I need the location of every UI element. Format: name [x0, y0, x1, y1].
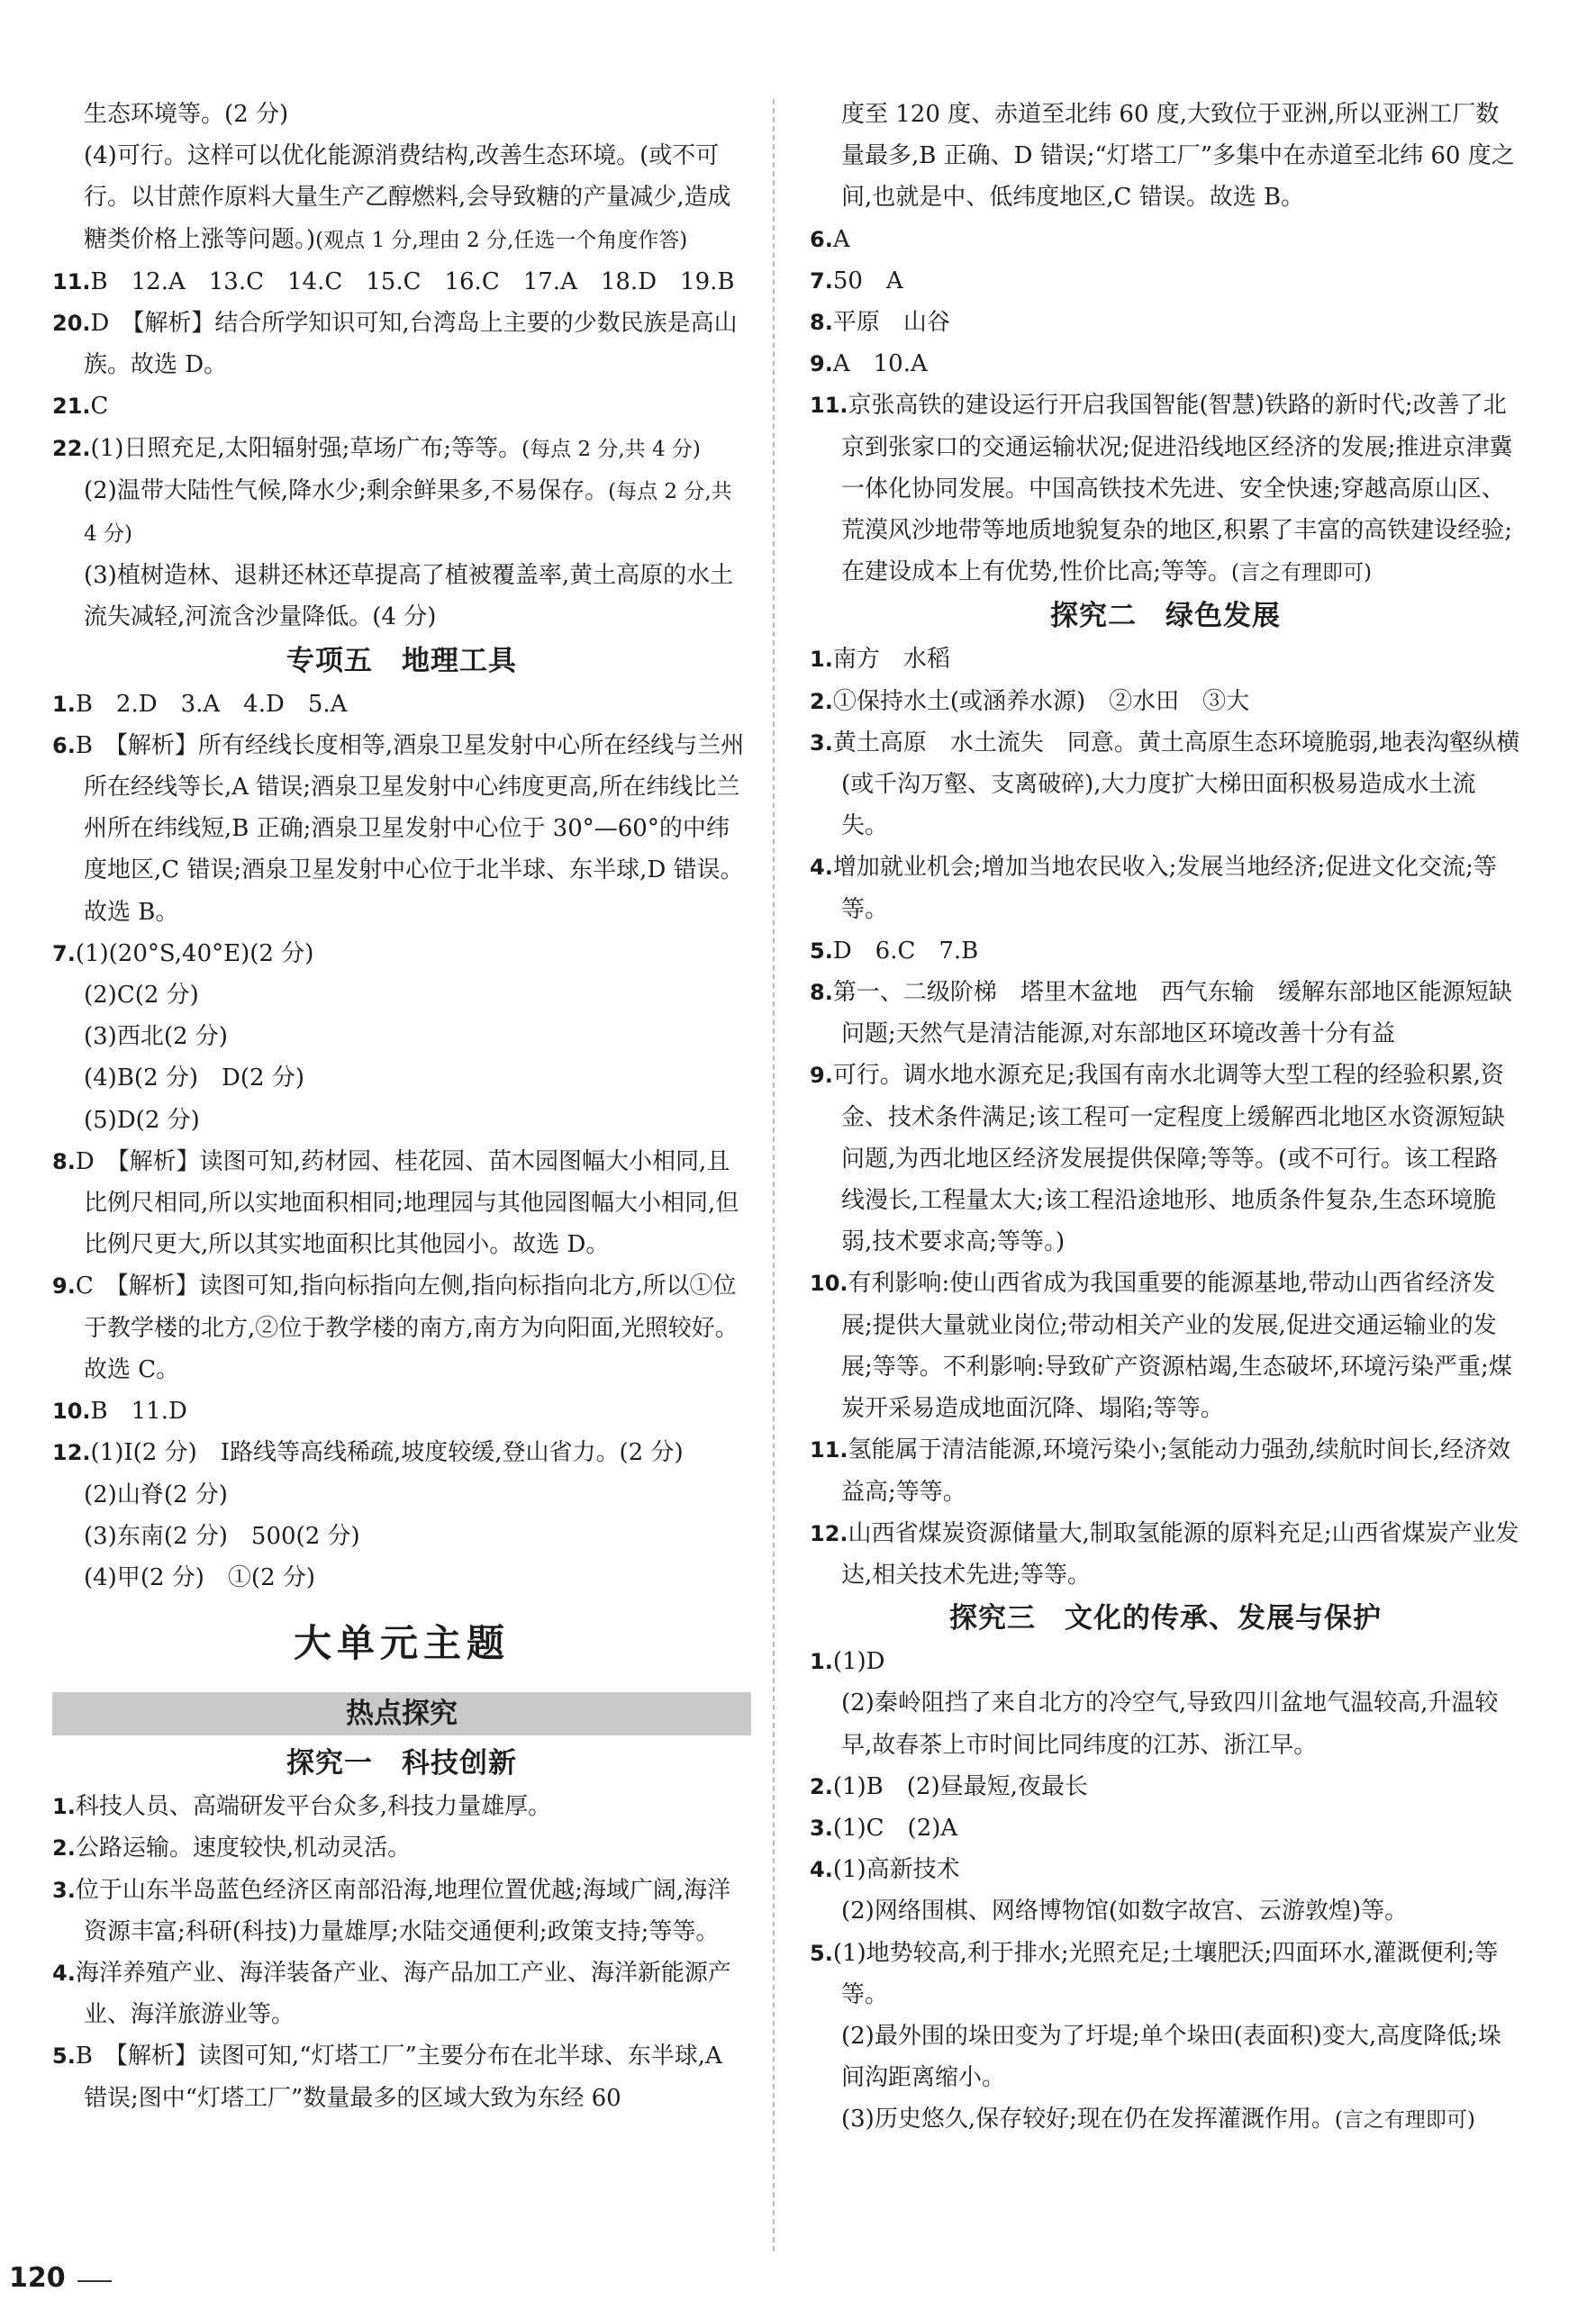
- answer-q1: 1.(1)D: [810, 1648, 885, 1676]
- answer-q10: 10.有利影响:使山西省成为我国重要的能源基地,带动山西省经济发展;提供大量就业岗位;带动相关产业的发展,促进交通运输业的发展;等等。不利影响:导致矿产资源枯竭,生态破坏,环境污染严重;煤炭开采易造成地面沉降、塌陷;等等。: [810, 1270, 1512, 1423]
- answer-q2: 2.公路运输。速度较快,机动灵活。: [52, 1834, 412, 1862]
- answer-text: (5)D(2 分): [84, 1106, 200, 1134]
- answer-q4: 4.海洋养殖产业、海洋装备产业、海产品加工产业、海洋新能源产业、海洋旅游业等。: [52, 1959, 731, 2029]
- answer-q3: 3.位于山东半岛蓝色经济区南部沿海,地理位置优越;海域广阔,海洋资源丰富;科研(科技)力量雄厚;水陆交通便利;政策支持;等等。: [52, 1876, 731, 1945]
- answer-q1: 1.南方 水稻: [810, 646, 950, 674]
- answer-q22: 22.(1)日照充足,太阳辐射强;草场广布;等等。(每点 2 分,共 4 分): [52, 434, 701, 462]
- answer-q8: 8.D 【解析】读图可知,药材园、桂花园、苗木园图幅大小相同,且比例尺相同,所以实地面积相同;地理园与其他园图幅大小相同,但比例尺更大,所以其实地面积比其他园小。故选 D。: [52, 1147, 739, 1259]
- answer-text: (2)秦岭阻挡了来自北方的冷空气,导致四川盆地气温较高,升温较早,故春茶上市时间比同纬度的江苏、浙江早。: [841, 1689, 1499, 1759]
- answer-q7: 7.50 A: [810, 267, 903, 294]
- answer-q12: 12.山西省煤炭资源储量大,制取氢能源的原料充足;山西省煤炭产业发达,相关技术先进;等等。: [810, 1519, 1519, 1589]
- answer-q1-5: 1.B 2.D 3.A 4.D 5.A: [52, 690, 348, 718]
- answer-q8: 8.平原 山谷: [810, 309, 950, 337]
- answer-q4: 4.增加就业机会;增加当地农民收入;发展当地经济;促进文化交流;等等。: [810, 854, 1497, 923]
- answer-text: (3)西北(2 分): [84, 1023, 228, 1051]
- section-title: 探究三 文化的传承、发展与保护: [949, 1602, 1382, 1635]
- answer-text: (3)东南(2 分) 500(2 分): [84, 1522, 360, 1550]
- answer-q11: 11.氢能属于清洁能源,环境污染小;氢能动力强劲,续航时间长,经济效益高;等等。: [810, 1436, 1511, 1506]
- answer-text: (2)C(2 分): [84, 982, 199, 1010]
- answer-q8: 8.第一、二级阶梯 塔里木盆地 西气东输 缓解东部地区能源短缺问题;天然气是清洁能源,对东部地区环境改善十分有益: [810, 979, 1512, 1048]
- hotspot-band: 热点探究: [52, 1692, 751, 1735]
- answer-q6: 6.B 【解析】所有经线长度相等,酒泉卫星发射中心所在经线与兰州所在经线等长,A 错误;酒泉卫星发射中心纬度更高,所在纬线比兰州所在纬线短,B 正确;酒泉卫星发射中心位于 30°—60°的中纬度地区,C 错误;酒泉卫星发射中心位于北半球、东半球,D 错误。故选 B。: [52, 731, 745, 926]
- answer-q6: 6.A: [810, 225, 850, 253]
- section-title: 探究二 绿色发展: [1050, 600, 1281, 633]
- answer-q3: 3.黄土高原 水土流失 同意。黄土高原生态环境脆弱,地表沟壑纵横(或千沟万壑、支离破碎),大力度扩大梯田面积极易造成水土流失。: [810, 729, 1520, 840]
- answer-q7: 7.(1)(20°S,40°E)(2 分): [52, 939, 314, 967]
- answer-q10-11: 10.B 11.D: [52, 1398, 187, 1426]
- answer-q12: 12.(1)Ⅰ(2 分) Ⅰ路线等高线稀疏,坡度较缓,登山省力。(2 分): [52, 1439, 684, 1467]
- answer-text: (4)B(2 分) D(2 分): [84, 1064, 304, 1092]
- answer-q4: 4.(1)高新技术: [810, 1856, 960, 1884]
- answer-text: (2)最外围的垛田变为了圩堤;单个垛田(表面积)变大,高度降低;垛间沟距离缩小。: [841, 2022, 1501, 2092]
- page-number-dash: [77, 2280, 112, 2282]
- answer-q11-19: 11.B 12.A 13.C 14.C 15.C 16.C 17.A 18.D 19.B: [52, 267, 735, 295]
- section-title: 探究一 科技创新: [286, 1747, 517, 1780]
- answer-text: (3)植树造林、退耕还林还草提高了植被覆盖率,黄土高原的水土流失减轻,河流含沙量降低。(4 分): [84, 562, 734, 631]
- answer-text: (2)温带大陆性气候,降水少;剩余鲜果多,不易保存。(每点 2 分,共 4 分): [84, 476, 732, 547]
- answer-text: (4)甲(2 分) ①(2 分): [84, 1563, 316, 1591]
- answer-q5-7: 5.D 6.C 7.B: [810, 937, 979, 965]
- answer-q9: 9.C 【解析】读图可知,指向标指向左侧,指向标指向北方,所以①位于教学楼的北方,②位于教学楼的南方,南方为向阳面,光照较好。故选 C。: [52, 1273, 739, 1383]
- section-title: 专项五 地理工具: [286, 644, 517, 677]
- answer-q9-10: 9.A 10.A: [810, 350, 928, 378]
- answer-text: (2)山脊(2 分): [84, 1481, 228, 1508]
- answer-text: 度至 120 度、赤道至北纬 60 度,大致位于亚洲,所以亚洲工厂数量最多,B 正确、D 错误;“灯塔工厂”多集中在赤道至北纬 60 度之间,也就是中、低纬度地区,C 错误。故选 B。: [841, 101, 1515, 212]
- answer-q11: 11.京张高铁的建设运行开启我国智能(智慧)铁路的新时代;改善了北京到张家口的交通运输状况;促进沿线地区经济的发展;推进京津冀一体化协同发展。中国高铁技术先进、安全快速;穿越高原山区、荒漠风沙地带等地质地貌复杂的地区,积累了丰富的高铁建设经验;在建设成本上有优势,性价比高;等等。(言之有理即可): [810, 392, 1513, 586]
- answer-q21: 21.C: [52, 393, 109, 421]
- answer-q3: 3.(1)C (2)A: [810, 1814, 958, 1842]
- column-divider: [773, 99, 775, 2251]
- unit-title: 大单元主题: [293, 1621, 510, 1666]
- answer-q5: 5.(1)地势较高,利于排水;光照充足;土壤肥沃;四面环水,灌溉便利;等等。: [810, 1939, 1499, 2008]
- page-number: 120: [9, 2262, 66, 2294]
- answer-text: (4)可行。这样可以优化能源消费结构,改善生态环境。(或不可行。以甘蔗作原料大量生产乙醇燃料,会导致糖的产量减少,造成糖类价格上涨等问题。)(观点 1 分,理由 2 分,任选一个角度作答): [84, 142, 731, 253]
- answer-text: (2)网络围棋、网络博物馆(如数字故宫、云游敦煌)等。: [841, 1898, 1409, 1925]
- answer-q20: 20.D 【解析】结合所学知识可知,台湾岛上主要的少数民族是高山族。故选 D。: [52, 310, 738, 379]
- answer-q5: 5.B 【解析】读图可知,“灯塔工厂”主要分布在北半球、东半球,A 错误;图中“灯塔工厂”数量最多的区域大致为东经 60: [52, 2043, 722, 2112]
- answer-text: 生态环境等。(2 分): [84, 101, 289, 128]
- right-column: [810, 94, 1521, 2142]
- answer-q2: 2.(1)B (2)昼最短,夜最长: [810, 1772, 1088, 1800]
- answer-q9: 9.可行。调水地水源充足;我国有南水北调等大型工程的经验积累,资金、技术条件满足;该工程可一定程度上缓解西北地区水资源短缺问题,为西北地区经济发展提供保障;等等。(或不可行。该工程路线漫长,工程量太大;该工程沿途地形、地质条件复杂,生态环境脆弱,技术要求高;等等。): [810, 1062, 1505, 1256]
- answer-q2: 2.①保持水土(或涵养水源) ②水田 ③大: [810, 687, 1250, 715]
- answer-q1: 1.科技人员、高端研发平台众多,科技力量雄厚。: [52, 1793, 552, 1821]
- answer-text: (3)历史悠久,保存较好;现在仍在发挥灌溉作用。(言之有理即可): [841, 2106, 1475, 2133]
- left-column: [52, 94, 751, 2119]
